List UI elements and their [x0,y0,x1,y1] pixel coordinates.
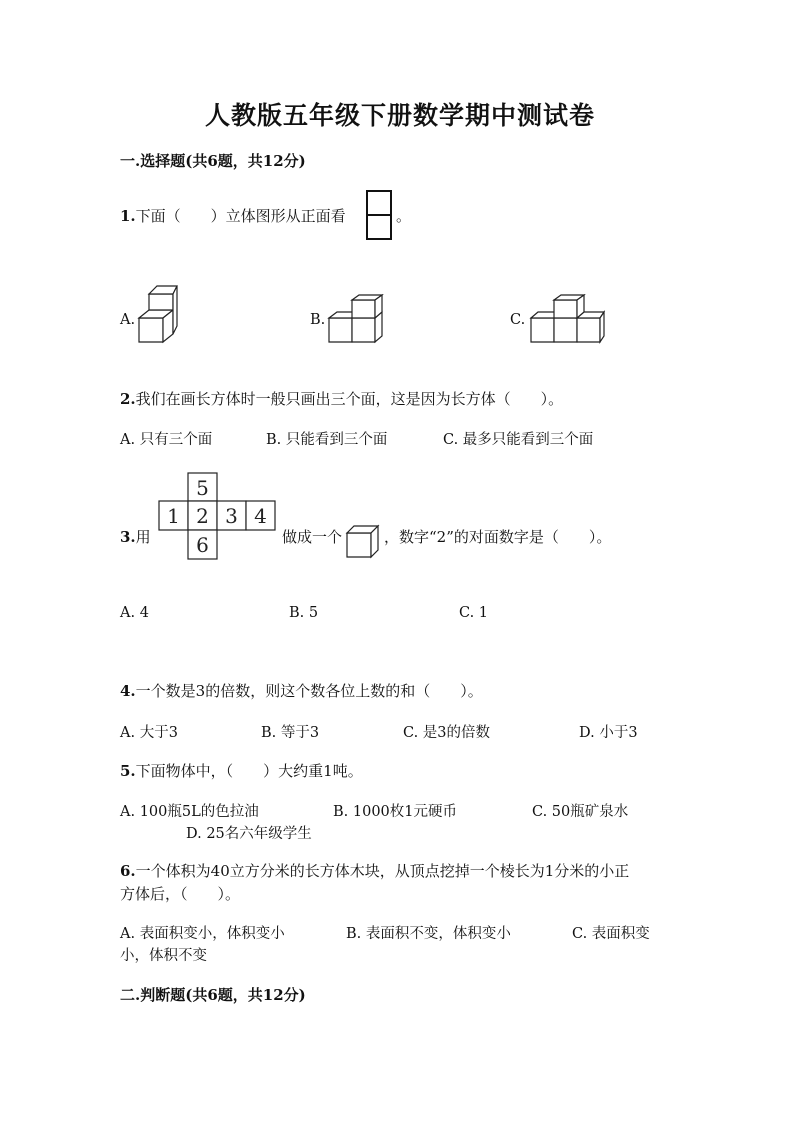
cube-net-figure [158,472,276,562]
net-face-4: 4 [254,504,267,528]
q5-option-a: A. 100瓶5L的色拉油 [120,804,259,820]
q4-option-c: C. 是3的倍数 [403,725,491,741]
front-view-figure [366,190,392,242]
net-face-1: 1 [167,504,180,528]
q2-option-c: C. 最多只能看到三个面 [443,432,594,448]
question-5-text: 下面物体中，（ ）大约重1吨。 [135,762,363,780]
net-face-5: 5 [196,476,209,500]
q6-option-a: A. 表面积变小，体积变小 [120,926,285,942]
question-6-line-2: 方体后，（ ）。 [120,885,241,903]
q1-option-b-figure [328,294,384,346]
q3-option-c: C. 1 [459,605,489,621]
page-title: 人教版五年级下册数学期中测试卷 [204,101,595,130]
question-2-number: 2. [120,390,136,408]
section-1-heading: 一.选择题(共6题，共12分) [120,152,306,170]
q1-option-a-figure [138,284,180,346]
q4-option-d: D. 小于3 [579,725,638,741]
q4-option-a: A. 大于3 [120,725,178,741]
q1-option-b-label: B. [310,312,326,328]
question-1 [120,205,346,226]
question-1-tail: 。 [396,207,412,225]
question-3-pre: 用 [135,528,151,546]
net-face-3: 3 [225,504,238,528]
q5-option-d: D. 25名六年级学生 [186,826,312,842]
q1-option-c-figure [530,294,606,346]
question-6-line-1 [120,860,629,881]
question-4 [120,680,483,701]
q4-option-b: B. 等于3 [261,725,320,741]
section-2-heading: 二.判断题(共6题，共12分) [120,986,306,1004]
q5-option-b: B. 1000枚1元硬币 [333,804,458,820]
cube-figure [346,525,380,559]
question-6-text: 一个体积为40立方分米的长方体木块，从顶点挖掉一个棱长为1分米的小正 [135,862,630,880]
q1-option-a-label: A. [120,312,136,328]
question-3-number: 3. [120,528,136,546]
q5-option-c: C. 50瓶矿泉水 [532,804,629,820]
question-2-text: 我们在画长方体时一般只画出三个面，这是因为长方体（ ）。 [135,390,564,408]
question-5 [120,760,363,781]
question-3-start [120,526,151,547]
question-6-number: 6. [120,862,136,880]
q3-option-a: A. 4 [120,605,149,621]
net-face-2: 2 [196,504,209,528]
q6-option-c: C. 表面积变 [572,926,650,942]
q3-option-b: B. 5 [289,605,319,621]
question-1-text: 下面（ ）立体图形从正面看 [135,207,346,225]
q2-option-b: B. 只能看到三个面 [266,432,388,448]
question-3-post: ，数字“2”的对面数字是（ ）。 [384,528,612,546]
q6-option-c-continued: 小，体积不变 [120,948,207,964]
question-4-text: 一个数是3的倍数，则这个数各位上数的和（ ）。 [135,682,483,700]
question-2 [120,388,563,409]
net-face-6: 6 [196,533,209,557]
q6-option-b: B. 表面积不变，体积变小 [346,926,511,942]
question-5-number: 5. [120,762,136,780]
question-1-number: 1. [120,207,136,225]
q2-option-a: A. 只有三个面 [120,432,213,448]
question-3-mid: 做成一个 [282,528,343,546]
question-4-number: 4. [120,682,136,700]
q1-option-c-label: C. [510,312,526,328]
